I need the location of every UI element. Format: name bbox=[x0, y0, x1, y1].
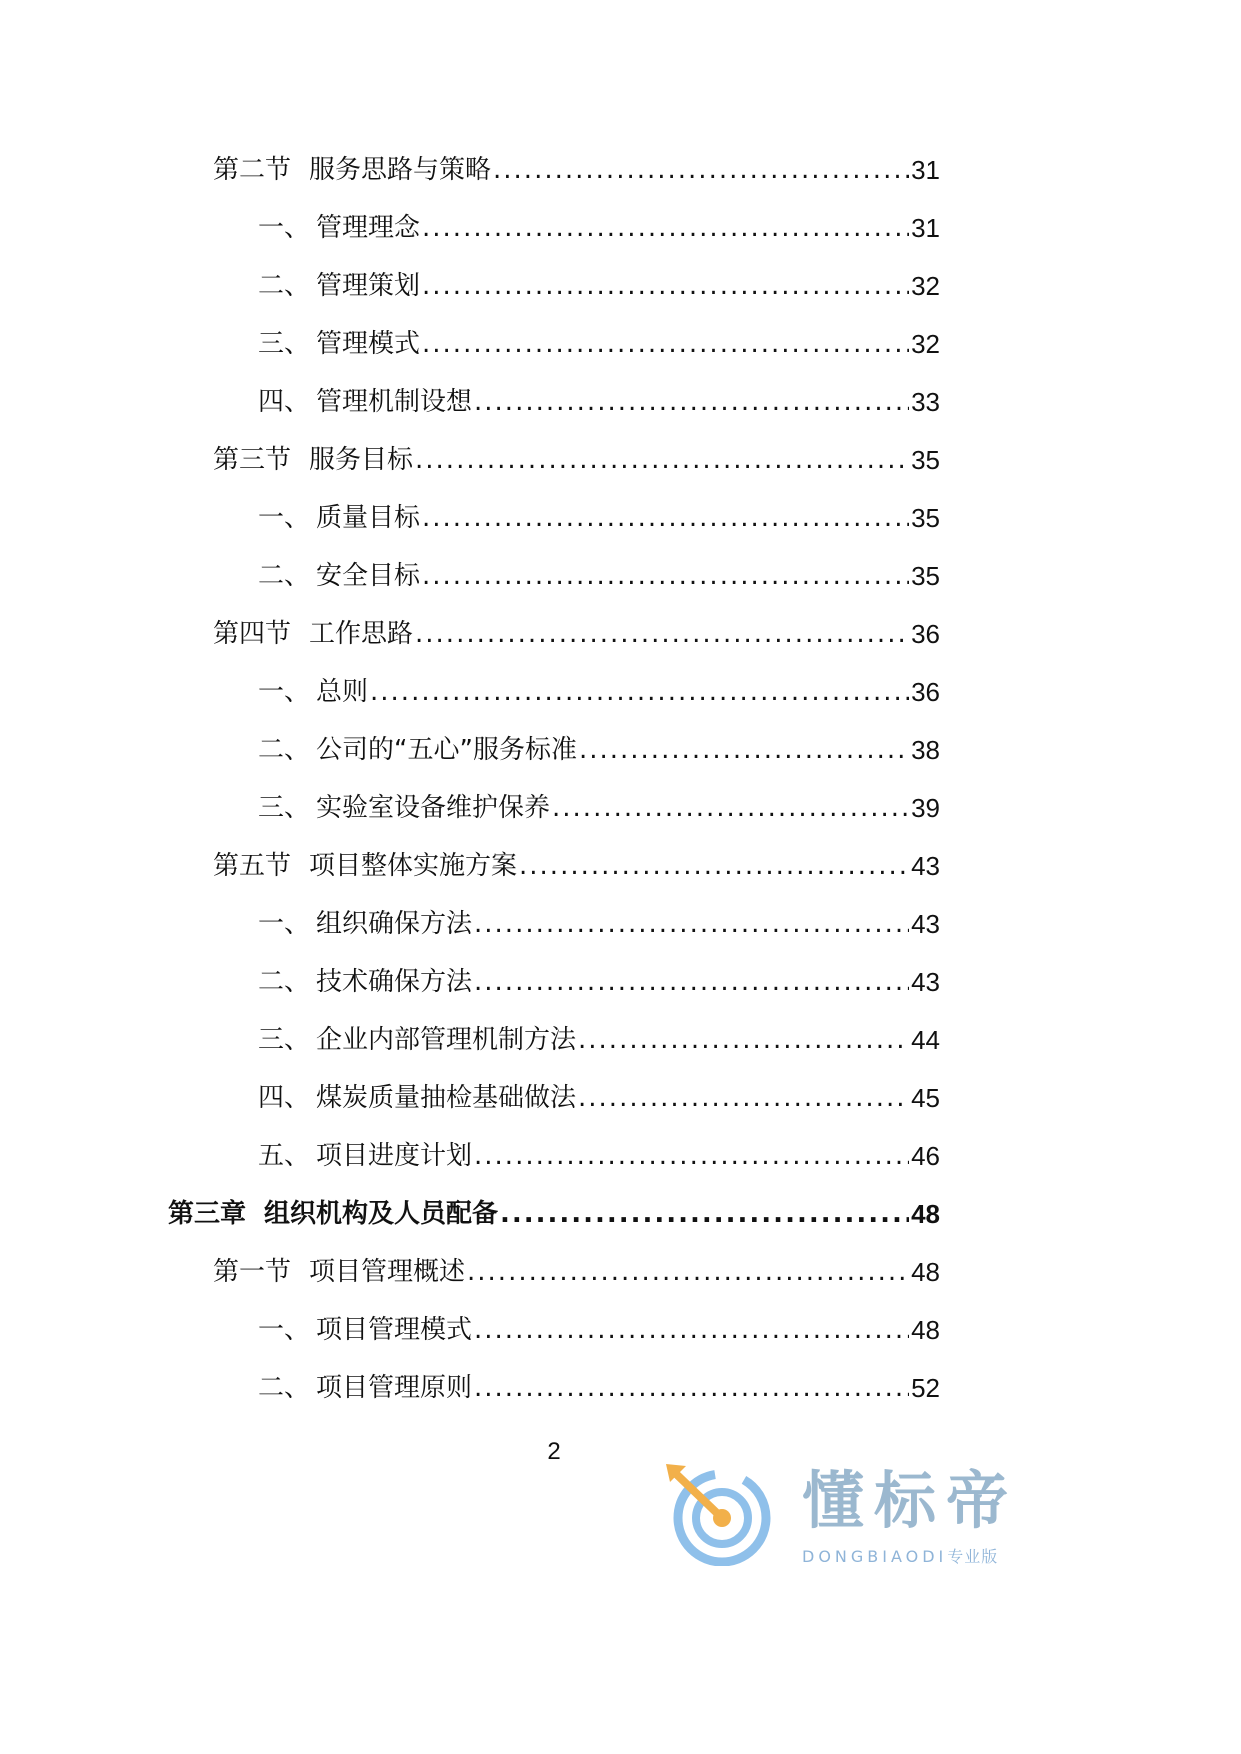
toc-entry-title bbox=[258, 788, 550, 828]
toc-entry-label: 公司的“五心”服务标准 bbox=[316, 735, 577, 765]
toc-entry-label: 项目整体实施方案 bbox=[309, 851, 518, 881]
toc-entry-label: 管理策划 bbox=[316, 271, 421, 301]
toc-entry-number: 五、 bbox=[258, 1141, 311, 1171]
toc-entry-number: 第三节 bbox=[213, 445, 292, 475]
toc-entry-number: 第一节 bbox=[213, 1257, 292, 1287]
watermark-logo bbox=[664, 1462, 1104, 1568]
toc-entry-number: 二、 bbox=[258, 967, 311, 997]
toc-leader-dots bbox=[579, 730, 909, 770]
toc-entry-number: 第五节 bbox=[213, 851, 292, 881]
toc-entry-label: 实验室设备维护保养 bbox=[316, 793, 551, 823]
toc-entry-title bbox=[258, 498, 420, 538]
toc-entry-title bbox=[258, 1310, 472, 1350]
toc-entry-title bbox=[258, 266, 420, 306]
toc-entry-label: 项目进度计划 bbox=[316, 1141, 473, 1171]
toc-entry-page: 36 bbox=[911, 619, 940, 649]
toc-entry-title bbox=[258, 1136, 472, 1176]
toc-leader-dots bbox=[422, 498, 909, 538]
toc-entry-title bbox=[213, 1252, 465, 1292]
toc-leader-dots bbox=[474, 1136, 909, 1176]
toc-entry-title bbox=[258, 556, 420, 596]
toc-leader-dots bbox=[493, 150, 909, 190]
toc-leader-dots bbox=[415, 614, 909, 654]
toc-entry-number: 一、 bbox=[258, 1315, 311, 1345]
toc-entry-title bbox=[213, 150, 491, 190]
toc-leader-dots bbox=[474, 1368, 909, 1408]
toc-entry-label: 服务思路与策略 bbox=[309, 155, 492, 185]
toc-entry[interactable] bbox=[213, 1252, 940, 1292]
toc-entry-title bbox=[258, 382, 472, 422]
toc-entry[interactable] bbox=[213, 440, 940, 480]
toc-entry-page: 36 bbox=[911, 677, 940, 707]
toc-entry-page: 43 bbox=[911, 909, 940, 939]
toc-entry[interactable] bbox=[258, 324, 940, 364]
watermark-subtitle bbox=[802, 1544, 998, 1567]
toc-leader-dots bbox=[519, 846, 909, 886]
toc-entry-label: 项目管理模式 bbox=[316, 1315, 473, 1345]
toc-entry-label: 管理模式 bbox=[316, 329, 421, 359]
toc-entry-label: 服务目标 bbox=[309, 445, 414, 475]
toc-entry-title bbox=[258, 1020, 576, 1060]
toc-leader-dots bbox=[500, 1194, 909, 1234]
toc-entry-number: 四、 bbox=[258, 1083, 311, 1113]
toc-entry[interactable] bbox=[258, 904, 940, 944]
toc-entry-number: 一、 bbox=[258, 213, 311, 243]
toc-entry-title bbox=[168, 1194, 498, 1234]
toc-entry[interactable] bbox=[258, 556, 940, 596]
toc-leader-dots bbox=[422, 324, 909, 364]
toc-entry-label: 组织机构及人员配备 bbox=[264, 1199, 499, 1229]
toc-entry-page: 38 bbox=[911, 735, 940, 765]
toc-entry-page: 52 bbox=[911, 1373, 940, 1403]
toc-entry[interactable] bbox=[258, 1368, 940, 1408]
toc-entry[interactable] bbox=[258, 1136, 940, 1176]
toc-entry-number: 三、 bbox=[258, 329, 311, 359]
toc-entry[interactable] bbox=[258, 788, 940, 828]
toc-entry-number: 三、 bbox=[258, 793, 311, 823]
toc-entry-number: 二、 bbox=[258, 1373, 311, 1403]
toc-entry-number: 第三章 bbox=[168, 1199, 247, 1229]
toc-leader-dots bbox=[474, 904, 909, 944]
toc-entry[interactable] bbox=[258, 266, 940, 306]
toc-leader-dots bbox=[578, 1020, 909, 1060]
toc-entry-page: 48 bbox=[911, 1315, 940, 1345]
toc-entry-page: 45 bbox=[911, 1083, 940, 1113]
toc-entry-number: 二、 bbox=[258, 561, 311, 591]
toc-entry[interactable] bbox=[213, 846, 940, 886]
toc-entry-label: 管理机制设想 bbox=[316, 387, 473, 417]
toc-entry-title bbox=[258, 962, 472, 1002]
toc-entry[interactable] bbox=[258, 498, 940, 538]
toc-entry[interactable] bbox=[213, 150, 940, 190]
toc-entry-title bbox=[213, 614, 413, 654]
toc-leader-dots bbox=[370, 672, 909, 712]
toc-entry-number: 四、 bbox=[258, 387, 311, 417]
toc-entry-page: 39 bbox=[911, 793, 940, 823]
toc-entry-number: 第四节 bbox=[213, 619, 292, 649]
toc-leader-dots bbox=[422, 266, 909, 306]
toc-entry-label: 工作思路 bbox=[309, 619, 414, 649]
toc-entry-title bbox=[258, 730, 577, 770]
toc-entry-label: 技术确保方法 bbox=[316, 967, 473, 997]
toc-entry-page: 44 bbox=[911, 1025, 940, 1055]
toc-entry-page: 43 bbox=[911, 851, 940, 881]
toc-entry-label: 项目管理原则 bbox=[316, 1373, 473, 1403]
toc-leader-dots bbox=[474, 1310, 909, 1350]
toc-entry-number: 一、 bbox=[258, 677, 311, 707]
toc-entry-page: 31 bbox=[911, 213, 940, 243]
toc-entry[interactable] bbox=[258, 1078, 940, 1118]
watermark-subtitle-en: DONGBIAODI bbox=[802, 1547, 948, 1566]
toc-entry[interactable] bbox=[258, 382, 940, 422]
toc-entry-label: 安全目标 bbox=[316, 561, 421, 591]
watermark-title: 懂标帝 bbox=[802, 1464, 1019, 1537]
toc-entry-title bbox=[258, 208, 420, 248]
toc-entry-page: 35 bbox=[911, 445, 940, 475]
toc-entry-number: 一、 bbox=[258, 503, 311, 533]
toc-leader-dots bbox=[474, 382, 909, 422]
toc-leader-dots bbox=[467, 1252, 909, 1292]
toc-entry-label: 组织确保方法 bbox=[316, 909, 473, 939]
toc-leader-dots bbox=[578, 1078, 909, 1118]
toc-entry-title bbox=[258, 324, 420, 364]
toc-leader-dots bbox=[422, 556, 909, 596]
toc-entry-label: 项目管理概述 bbox=[309, 1257, 466, 1287]
toc-entry[interactable] bbox=[258, 1020, 940, 1060]
toc-leader-dots bbox=[552, 788, 909, 828]
toc-entry-page: 43 bbox=[911, 967, 940, 997]
toc-entry-page: 31 bbox=[911, 155, 940, 185]
toc-entry-title bbox=[213, 440, 413, 480]
toc-entry-label: 总则 bbox=[316, 677, 369, 707]
watermark-subtitle-zh: 专业版 bbox=[947, 1547, 999, 1566]
toc-entry[interactable] bbox=[258, 1310, 940, 1350]
toc-entry-number: 二、 bbox=[258, 271, 311, 301]
toc-entry-title bbox=[213, 846, 517, 886]
toc-entry-page: 48 bbox=[911, 1199, 940, 1229]
toc-entry-number: 二、 bbox=[258, 735, 311, 765]
toc-entry-title bbox=[258, 672, 368, 712]
toc-entry[interactable] bbox=[168, 1194, 940, 1234]
toc-entry[interactable] bbox=[258, 208, 940, 248]
toc-entry-page: 48 bbox=[911, 1257, 940, 1287]
toc-entry[interactable] bbox=[258, 962, 940, 1002]
toc-entry-page: 35 bbox=[911, 503, 940, 533]
toc-entry[interactable] bbox=[258, 672, 940, 712]
toc-entry-title bbox=[258, 1368, 472, 1408]
toc-entry-page: 33 bbox=[911, 387, 940, 417]
toc-entry-number: 三、 bbox=[258, 1025, 311, 1055]
toc-entry-label: 管理理念 bbox=[316, 213, 421, 243]
toc-entry-page: 32 bbox=[911, 271, 940, 301]
toc-leader-dots bbox=[415, 440, 909, 480]
page-number: 2 bbox=[547, 1438, 561, 1465]
toc-leader-dots bbox=[422, 208, 909, 248]
toc-entry-page: 32 bbox=[911, 329, 940, 359]
toc-entry[interactable] bbox=[258, 730, 940, 770]
toc-entry-number: 一、 bbox=[258, 909, 311, 939]
toc-entry-number: 第二节 bbox=[213, 155, 292, 185]
toc-entry-title bbox=[258, 1078, 576, 1118]
toc-entry-label: 煤炭质量抽检基础做法 bbox=[316, 1083, 577, 1113]
toc-entry-page: 46 bbox=[911, 1141, 940, 1171]
toc-entry[interactable] bbox=[213, 614, 940, 654]
toc-entry-page: 35 bbox=[911, 561, 940, 591]
toc-entry-title bbox=[258, 904, 472, 944]
toc-leader-dots bbox=[474, 962, 909, 1002]
target-arrow-icon bbox=[664, 1462, 776, 1566]
toc-entry-label: 企业内部管理机制方法 bbox=[316, 1025, 577, 1055]
toc-entry-label: 质量目标 bbox=[316, 503, 421, 533]
